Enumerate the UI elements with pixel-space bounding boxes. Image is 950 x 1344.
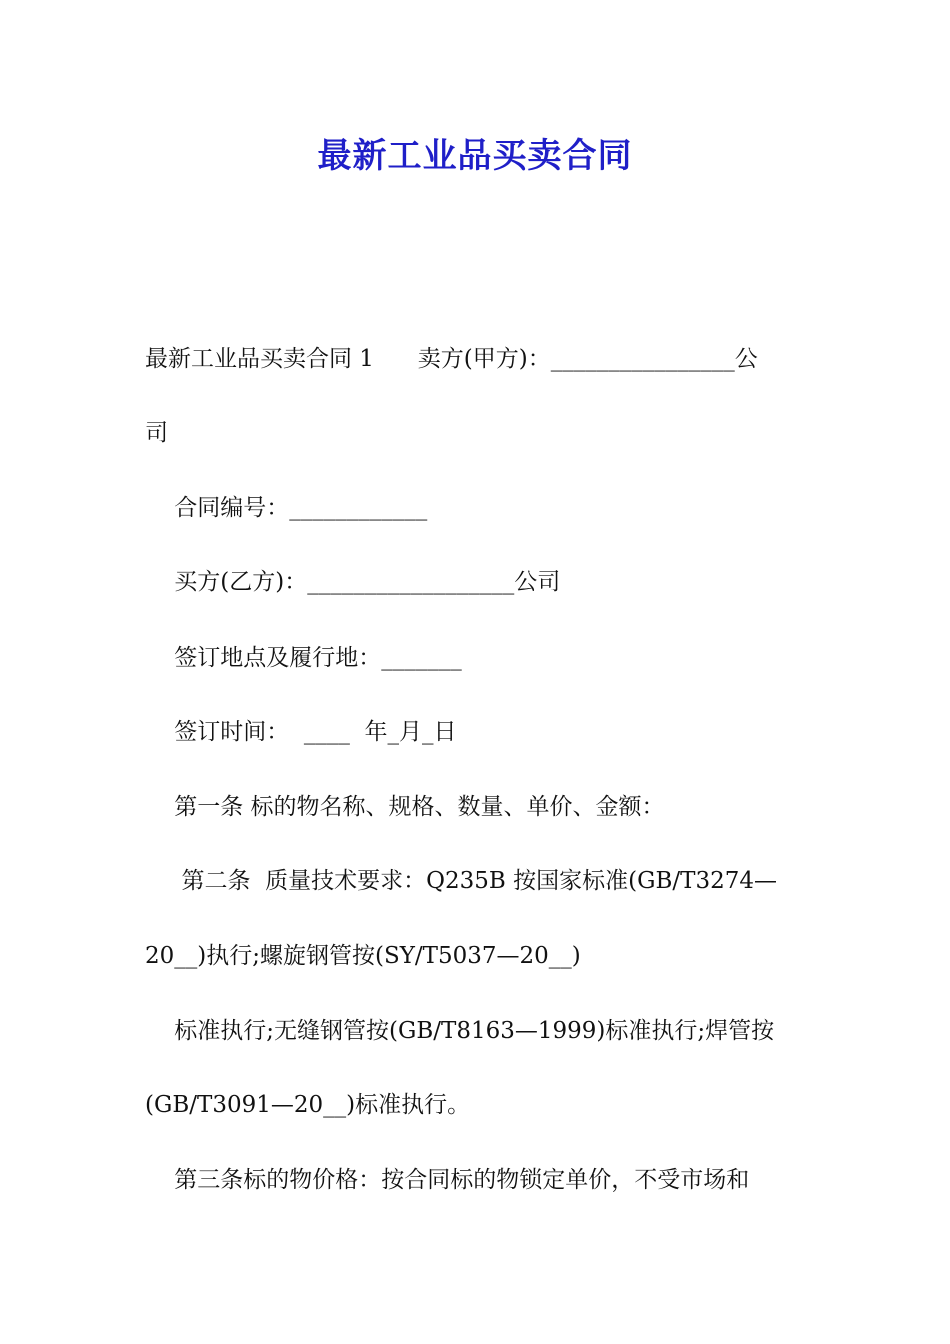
contract-line-place: 签订地点及履行地：_______ — [145, 645, 462, 671]
document-title: 最新工业品买卖合同 — [317, 136, 633, 176]
contract-article-2-cont-2: 标准执行;无缝钢管按(GB/T8163—1999)标准执行;焊管按 — [145, 1018, 775, 1044]
contract-line-seller: 最新工业品买卖合同 1 卖方(甲方)：________________公 — [145, 346, 758, 372]
contract-line-date: 签订时间： ____ 年_月_日 — [145, 719, 457, 745]
contract-line-number: 合同编号：____________ — [145, 495, 428, 521]
contract-line-buyer: 买方(乙方)：__________________公司 — [145, 569, 561, 595]
contract-article-1: 第一条 标的物名称、规格、数量、单价、金额： — [145, 794, 665, 820]
contract-article-2: 第二条 质量技术要求：Q235B 按国家标准(GB/T3274— — [145, 868, 778, 894]
contract-line-seller-cont: 司 — [145, 420, 168, 446]
contract-article-2-cont-1: 20__)执行;螺旋钢管按(SY/T5037—20__) — [145, 943, 581, 969]
contract-article-2-cont-3: (GB/T3091—20__)标准执行。 — [145, 1092, 471, 1118]
contract-article-3: 第三条标的物价格：按合同标的物锁定单价，不受市场和 — [145, 1167, 750, 1193]
